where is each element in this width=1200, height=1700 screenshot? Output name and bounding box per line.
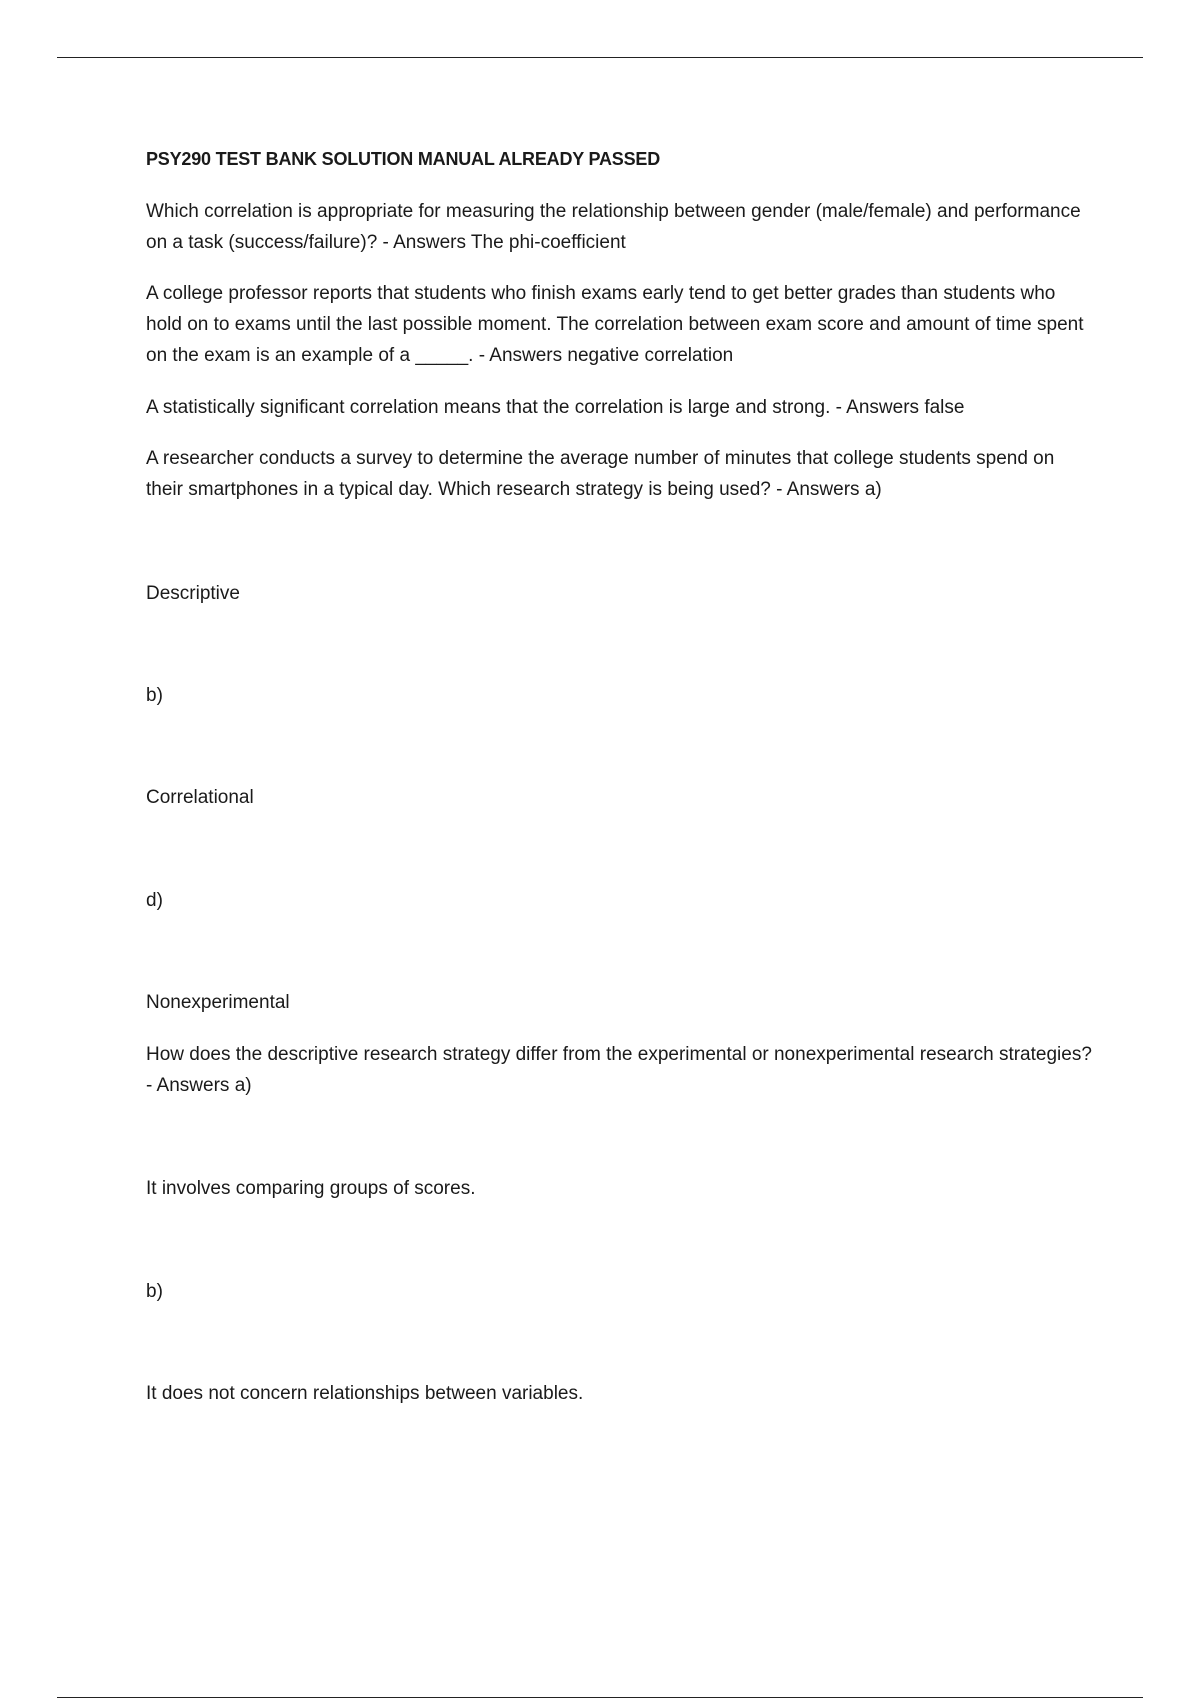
footer-rule	[57, 1697, 1143, 1698]
answer-option-letter: b)	[146, 1281, 163, 1302]
question-research-strategy: A researcher conducts a survey to determine the average number of minutes that college students spend on their smartphones in a typical day. Which research strategy is being used? - Answers a)	[146, 448, 1055, 500]
header-rule	[57, 57, 1143, 58]
answer-option: It does not concern relationships between variables.	[146, 1383, 584, 1404]
answer-option: Correlational	[146, 787, 254, 808]
document-title: PSY290 TEST BANK SOLUTION MANUAL ALREADY PASSED	[146, 149, 661, 169]
answer-option: It involves comparing groups of scores.	[146, 1178, 476, 1199]
question-phi-coefficient: Which correlation is appropriate for measuring the relationship between gender (male/female) and performance on a task (success/failure)? - Answers The phi-coefficient	[146, 201, 1081, 253]
answer-option-letter: d)	[146, 890, 163, 911]
question-significant-correlation: A statistically significant correlation means that the correlation is large and strong. - Answers false	[146, 397, 965, 418]
question-negative-correlation: A college professor reports that students who finish exams early tend to get better grades than students who hold on to exams until the last possible moment. The correlation between exam score and amount of time spent on the exam is an example of a _____. - Answers negative correlation	[146, 283, 1084, 366]
question-descriptive-strategy: How does the descriptive research strategy differ from the experimental or nonexperimental research strategies? - Answers a)	[146, 1044, 1092, 1096]
answer-option-letter: b)	[146, 685, 163, 706]
answer-option: Descriptive	[146, 583, 240, 604]
answer-option: Nonexperimental	[146, 992, 290, 1013]
